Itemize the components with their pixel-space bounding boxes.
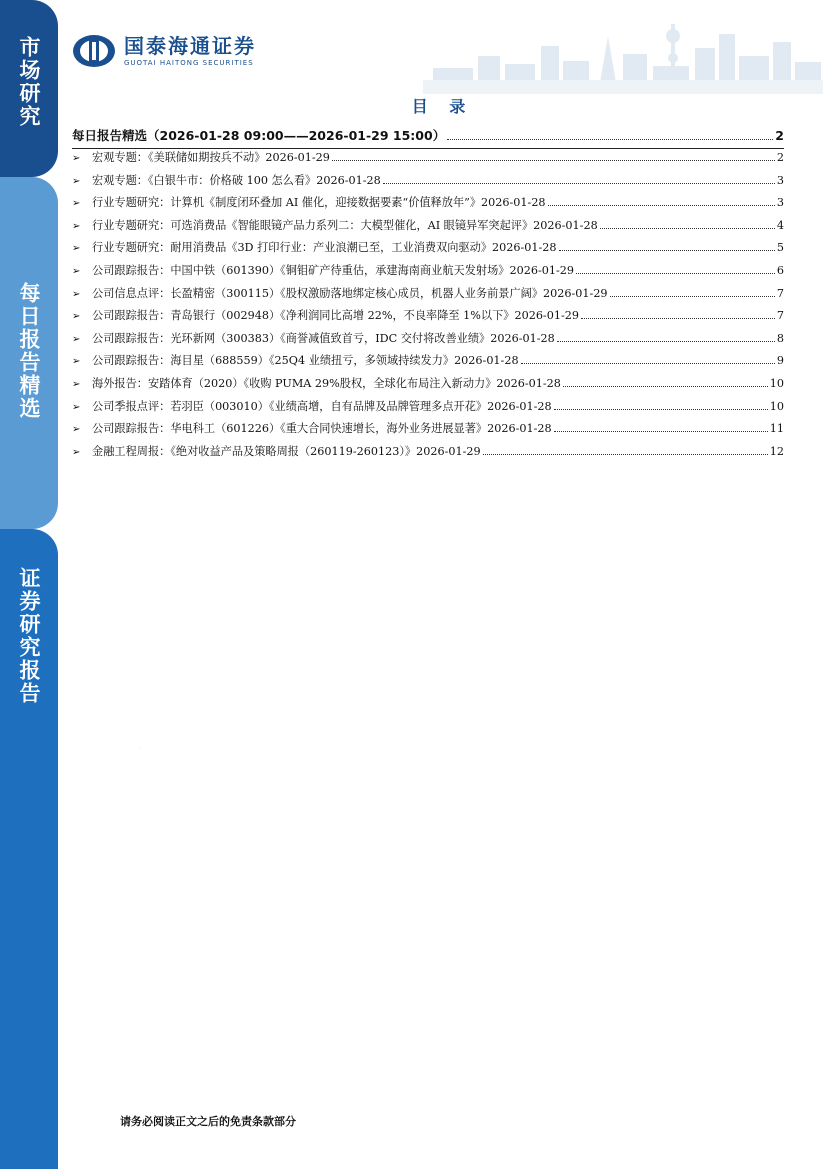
dot-leader	[576, 264, 775, 274]
arrow-bullet-icon: ➢	[72, 333, 81, 345]
side-tab-securities-research	[0, 529, 58, 1169]
toc-entry-text: 海外报告：安踏体育（2020）《收购 PUMA 29%股权，全球化布局注入新动力》2026-01-28	[92, 376, 561, 390]
toc-entry-page: 7	[776, 286, 784, 300]
arrow-bullet-icon: ➢	[72, 288, 81, 300]
toc-entry-text: 金融工程周报：《绝对收益产品及策略周报（260119-260123）》2026-01-29	[92, 444, 481, 458]
toc-header-row[interactable]	[72, 126, 784, 149]
dot-leader	[600, 219, 775, 229]
table-of-contents	[72, 126, 784, 465]
toc-entry-text: 宏观专题：《白银牛市：价格破 100 怎么看》2026-01-28	[92, 173, 381, 187]
dot-leader	[563, 377, 768, 387]
toc-entry-page: 5	[776, 241, 784, 255]
dot-leader	[332, 151, 775, 161]
disclaimer-footer: 请务必阅读正文之后的免责条款部分	[120, 1115, 296, 1128]
toc-entry-text: 公司信息点评：长盈精密（300115）《股权激励落地绑定核心成员，机器人业务前景广阔》2026-01-29	[92, 286, 608, 300]
side-tab-daily-selection	[0, 177, 58, 529]
arrow-bullet-icon: ➢	[72, 401, 81, 413]
toc-entry[interactable]	[72, 217, 784, 240]
toc-entry-page: 12	[769, 444, 784, 458]
side-tab-label: 证券研究报告	[17, 567, 41, 705]
toc-entry-text: 宏观专题：《美联储如期按兵不动》2026-01-29	[92, 151, 330, 164]
toc-entry-page: 7	[776, 309, 784, 323]
toc-entry-page: 3	[776, 196, 784, 210]
toc-entry[interactable]	[72, 172, 784, 195]
toc-entry-text: 公司跟踪报告：华电科工（601226）《重大合同快速增长，海外业务进展显著》2026-01-28	[92, 422, 552, 436]
dot-leader	[383, 174, 775, 184]
toc-entry[interactable]	[72, 194, 784, 217]
toc-entry-text: 公司跟踪报告：海目星（688559）《25Q4 业绩扭亏，多领域持续发力》2026-01-28	[92, 354, 519, 368]
arrow-bullet-icon: ➢	[72, 265, 81, 277]
brand-logo	[72, 34, 256, 68]
brand-name-en: GUOTAI HAITONG SECURITIES	[124, 58, 254, 67]
toc-entry-text: 公司跟踪报告：中国中铁（601390）《铜钼矿产待重估，承建海南商业航天发射场》2026-01-29	[92, 263, 574, 277]
dot-leader	[447, 130, 773, 140]
dot-leader	[581, 309, 775, 319]
arrow-bullet-icon: ➢	[72, 198, 81, 210]
toc-header-page: 2	[775, 128, 784, 143]
toc-entry[interactable]	[72, 330, 784, 353]
arrow-bullet-icon: ➢	[72, 356, 81, 368]
toc-entry-page: 6	[776, 263, 784, 277]
toc-entry[interactable]	[72, 398, 784, 421]
arrow-bullet-icon: ➢	[72, 220, 81, 232]
toc-entry-text: 公司跟踪报告：青岛银行（002948）《净利润同比高增 22%，不良率降至 1%以下》2026-01-29	[92, 309, 579, 323]
toc-entry-page: 4	[776, 218, 784, 232]
side-tab-label: 市场研究	[17, 36, 41, 128]
toc-entry[interactable]	[72, 420, 784, 443]
toc-entry-page: 10	[769, 399, 784, 413]
toc-entry[interactable]	[72, 375, 784, 398]
toc-entry[interactable]	[72, 443, 784, 466]
arrow-bullet-icon: ➢	[72, 153, 81, 164]
toc-entry-text: 公司季报点评：若羽臣（003010）《业绩高增，自有品牌及品牌管理多点开花》2026-01-28	[92, 399, 552, 413]
toc-entry[interactable]	[72, 149, 784, 172]
arrow-bullet-icon: ➢	[72, 424, 81, 436]
toc-header-text: 每日报告精选（2026-01-28 09:00——2026-01-29 15:00）	[72, 128, 446, 143]
dot-leader	[557, 332, 775, 342]
toc-entry[interactable]	[72, 262, 784, 285]
toc-title: 目 录	[411, 97, 474, 116]
dot-leader	[483, 445, 768, 455]
guotai-haitong-logo-icon	[72, 34, 116, 68]
arrow-bullet-icon: ➢	[72, 175, 81, 187]
dot-leader	[554, 422, 768, 432]
page-header	[58, 0, 827, 95]
toc-entry[interactable]	[72, 352, 784, 375]
skyline-illustration	[423, 6, 823, 94]
toc-entry-text: 行业专题研究：耐用消费品《3D 打印行业：产业浪潮已至，工业消费双向驱动》2026-01-28	[92, 241, 557, 255]
side-tab-market-research	[0, 0, 58, 177]
dot-leader	[554, 400, 768, 410]
arrow-bullet-icon: ➢	[72, 243, 81, 255]
stray-mark: ·	[140, 745, 142, 750]
toc-entry-page: 8	[776, 331, 784, 345]
toc-entry-text: 公司跟踪报告：光环新网（300383）《商誉减值致首亏，IDC 交付将改善业绩》2026-01-28	[92, 331, 555, 345]
brand-name-cn: 国泰海通证券	[124, 33, 256, 58]
toc-entry-page: 11	[769, 422, 784, 436]
dot-leader	[521, 354, 775, 364]
arrow-bullet-icon: ➢	[72, 311, 81, 323]
toc-entry-text: 行业专题研究：可选消费品《智能眼镜产品力系列二：大模型催化，AI 眼镜异军突起评》2026-01-28	[92, 218, 598, 232]
dot-leader	[548, 196, 775, 206]
toc-entry-page: 10	[769, 376, 784, 390]
toc-entry[interactable]	[72, 239, 784, 262]
dot-leader	[610, 287, 775, 297]
arrow-bullet-icon: ➢	[72, 446, 81, 458]
side-tab-label: 每日报告精选	[17, 282, 41, 420]
toc-entry-text: 行业专题研究：计算机《制度闭环叠加 AI 催化，迎接数据要素“价值释放年”》2026-01-28	[92, 196, 546, 210]
toc-entry-page: 3	[776, 173, 784, 187]
arrow-bullet-icon: ➢	[72, 378, 81, 390]
toc-entry[interactable]	[72, 307, 784, 330]
dot-leader	[559, 241, 775, 251]
toc-entry[interactable]	[72, 285, 784, 308]
toc-entry-page: 2	[776, 151, 784, 164]
toc-entry-page: 9	[776, 354, 784, 368]
